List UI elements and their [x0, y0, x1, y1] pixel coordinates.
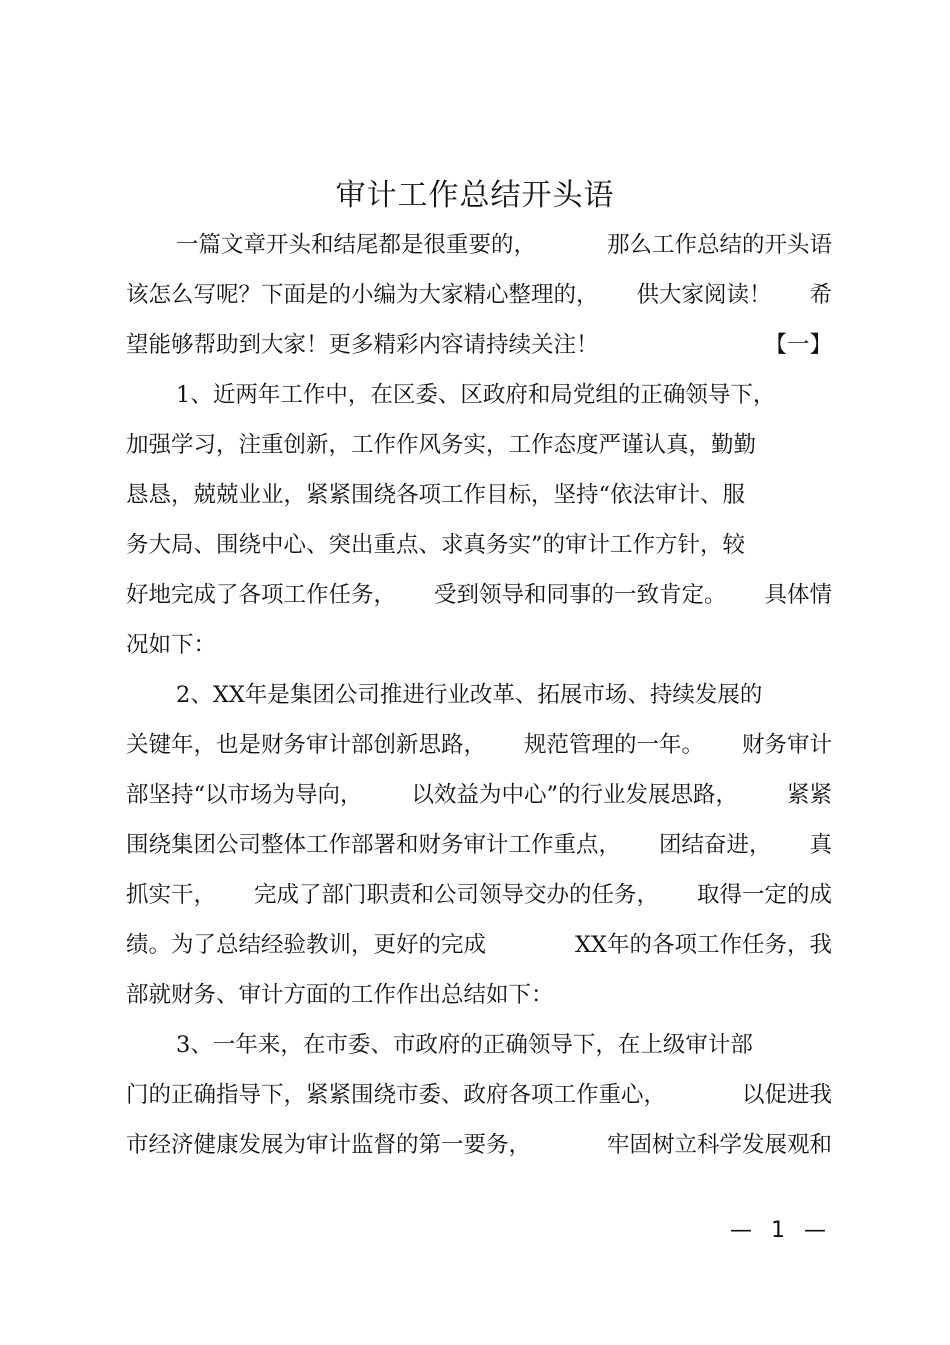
text-segment: 规范管理的一年。 — [523, 732, 704, 758]
text-line — [126, 970, 832, 1020]
text-segment: 取得一定的成 — [696, 882, 832, 908]
text-line — [126, 1020, 832, 1070]
text-segment: 紧紧 — [786, 782, 832, 808]
text-line — [126, 820, 832, 870]
text-segment: 2、XX年是集团公司推进行业改革、拓展市场、持续发展的 — [176, 682, 763, 708]
text-segment: 真 — [809, 832, 832, 858]
text-segment: 好地完成了各项工作任务， — [126, 582, 397, 608]
text-line — [126, 420, 832, 470]
text-line — [126, 520, 832, 570]
text-segment: 供大家阅读！ — [636, 282, 772, 308]
text-line — [126, 920, 832, 970]
text-segment: 完成了部门职责和公司领导交办的任务， — [253, 882, 659, 908]
text-line — [126, 470, 832, 520]
text-segment: 那么工作总结的开头语 — [606, 232, 832, 258]
text-segment: 受到领导和同事的一致肯定。 — [433, 582, 727, 608]
text-segment: 具体情 — [764, 582, 832, 608]
text-segment: 门的正确指导下，紧紧围绕市委、政府各项工作重心， — [126, 1082, 667, 1108]
text-segment: 该怎么写呢？下面是的小编为大家精心整理的， — [126, 282, 599, 308]
text-line — [126, 870, 832, 920]
text-segment: 务大局、围绕中心、突出重点、求真务实”的审计工作方针，较 — [126, 532, 746, 558]
text-segment: 部坚持“以市场为导向， — [126, 782, 363, 808]
text-segment: 况如下： — [126, 632, 217, 658]
text-line — [126, 1120, 832, 1170]
text-segment: 以促进我 — [741, 1082, 832, 1108]
text-line — [126, 220, 832, 270]
text-line — [126, 570, 832, 620]
text-line — [126, 770, 832, 820]
text-segment: 一篇文章开头和结尾都是很重要的， — [176, 232, 537, 258]
page-number: — 1 — — [730, 1218, 832, 1243]
text-segment: 希 — [809, 282, 832, 308]
text-segment: 围绕集团公司整体工作部署和财务审计工作重点， — [126, 832, 622, 858]
text-segment: 牢固树立科学发展观和 — [606, 1132, 832, 1158]
text-segment: 以效益为中心”的行业发展思路， — [411, 782, 738, 808]
text-segment: 恳恳，兢兢业业，紧紧围绕各项工作目标，坚持“依法审计、服 — [126, 482, 746, 508]
text-line — [126, 320, 832, 370]
text-segment: 团结奋进， — [658, 832, 772, 858]
document-body — [126, 220, 832, 1170]
text-segment: 望能够帮助到大家！更多精彩内容请持续关注！ — [126, 332, 599, 358]
text-segment: 部就财务、审计方面的工作作出总结如下： — [126, 982, 554, 1008]
text-line — [126, 1070, 832, 1120]
text-segment: 抓实干， — [126, 882, 217, 908]
text-line — [126, 670, 832, 720]
text-segment: XX年的各项工作任务，我 — [574, 932, 832, 958]
text-segment: 关键年，也是财务审计部创新思路， — [126, 732, 487, 758]
text-segment: 【一】 — [764, 332, 832, 358]
text-segment: 3、一年来，在市委、市政府的正确领导下，在上级审计部 — [176, 1032, 753, 1058]
text-line — [126, 720, 832, 770]
text-line — [126, 370, 832, 420]
text-segment: 加强学习，注重创新，工作作风务实，工作态度严谨认真，勤勤 — [126, 432, 757, 458]
text-segment: 绩。为了总结经验教训，更好的完成 — [126, 932, 487, 958]
text-segment: 财务审计 — [741, 732, 832, 758]
document-title: 审计工作总结开头语 — [335, 178, 615, 213]
text-segment: 市经济健康发展为审计监督的第一要务， — [126, 1132, 532, 1158]
text-line — [126, 270, 832, 320]
text-segment: 1、近两年工作中，在区委、区政府和局党组的正确领导下， — [176, 382, 776, 408]
text-line — [126, 620, 832, 670]
